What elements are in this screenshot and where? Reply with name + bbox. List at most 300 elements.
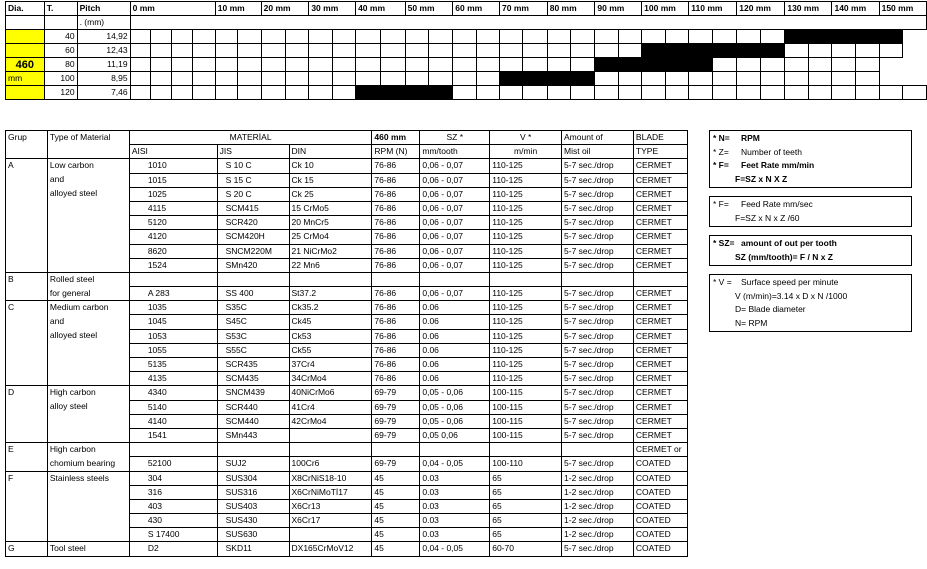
mm-header-0: 0 mm [130, 2, 215, 16]
legend-label: * V = [713, 277, 732, 287]
pitch-table [5, 1, 927, 100]
cell-rpm: 45 [372, 514, 420, 528]
cell-aisi: 1541 [129, 428, 217, 442]
cell-aisi: 4120 [129, 230, 217, 244]
cell-type [47, 528, 129, 542]
cell-blade: CERMET [633, 428, 687, 442]
cell-type [47, 244, 129, 258]
cell-jis: SCR420 [217, 216, 289, 230]
cell-din [289, 528, 372, 542]
cell-jis: SUS430 [217, 514, 289, 528]
table-row [6, 358, 688, 372]
cell-aisi: 8620 [129, 244, 217, 258]
mm-header-70: 70 mm [500, 2, 548, 16]
cell-jis: SUS403 [217, 499, 289, 513]
cell-mist [562, 443, 634, 457]
legend-text: F=SZ x N x Z /60 [735, 212, 800, 223]
type-header: Type of Material [47, 131, 129, 145]
cell-type: Tool steel [47, 542, 129, 556]
cell-rpm: 76-86 [372, 201, 420, 215]
cell-grup [6, 230, 48, 244]
cell-grup [6, 315, 48, 329]
cell-type: High carbon [47, 386, 129, 400]
table-row [6, 173, 688, 187]
cell-din: X8CrNiS18-10 [289, 471, 372, 485]
cell-blade: CERMET [633, 216, 687, 230]
cell-sz: 0,06 - 0,07 [420, 159, 490, 173]
legend-line [713, 212, 908, 226]
cell-mist: 5-7 sec./drop [562, 358, 634, 372]
cell-type: and [47, 315, 129, 329]
cell-type [47, 343, 129, 357]
cell-type [47, 514, 129, 528]
cell-grup [6, 329, 48, 343]
cell-mist: 5-7 sec./drop [562, 287, 634, 301]
cell-aisi: 304 [129, 471, 217, 485]
cell-mist: 5-7 sec./drop [562, 400, 634, 414]
pitch-t: 80 [44, 58, 77, 72]
legend-text: D= Blade diameter [735, 304, 806, 314]
grup-header: Grup [6, 131, 48, 145]
cell-type [47, 372, 129, 386]
legend-text: N= RPM [735, 317, 768, 328]
table-row [6, 485, 688, 499]
cell-jis: SUJ2 [217, 457, 289, 471]
material-rows [6, 159, 688, 556]
mist-header: Amount of [562, 131, 634, 145]
cell-blade: CERMET or [633, 443, 687, 457]
cell-grup [6, 244, 48, 258]
cell-type [47, 230, 129, 244]
cell-v: 110-125 [490, 244, 562, 258]
table-row [6, 244, 688, 258]
cell-sz: 0,06 - 0,07 [420, 173, 490, 187]
cell-type [47, 485, 129, 499]
cell-type [47, 499, 129, 513]
cell-sz: 0,06 - 0,07 [420, 230, 490, 244]
legend-label: * F= [713, 160, 729, 170]
cell-rpm: 76-86 [372, 258, 420, 272]
cell-mist: 1-2 sec./drop [562, 528, 634, 542]
cell-rpm: 76-86 [372, 372, 420, 386]
mm-header-150: 150 mm [879, 2, 926, 16]
table-row [6, 372, 688, 386]
cell-jis: SCR435 [217, 358, 289, 372]
cell-blade: CERMET [633, 159, 687, 173]
cell-aisi: 4115 [129, 201, 217, 215]
cell-type [47, 358, 129, 372]
mm-header-20: 20 mm [261, 2, 309, 16]
cell-jis: SCR440 [217, 400, 289, 414]
cell-rpm: 76-86 [372, 301, 420, 315]
cell-v: 110-125 [490, 230, 562, 244]
cell-type: Medium carbon [47, 301, 129, 315]
cell-blade: COATED [633, 471, 687, 485]
cell-rpm: 76-86 [372, 230, 420, 244]
cell-sz: 0,04 - 0,05 [420, 457, 490, 471]
cell-mist: 5-7 sec./drop [562, 159, 634, 173]
cell-v: 65 [490, 499, 562, 513]
legend [709, 130, 912, 340]
cell-aisi: 4135 [129, 372, 217, 386]
mm-header-60: 60 mm [453, 2, 500, 16]
cell-sz: 0.06 [420, 301, 490, 315]
cell-jis: S 15 C [217, 173, 289, 187]
cell-aisi: 5120 [129, 216, 217, 230]
cell-din: 34CrMo4 [289, 372, 372, 386]
cell-v: 65 [490, 485, 562, 499]
cell-sz: 0.03 [420, 528, 490, 542]
pitch-row [6, 30, 927, 44]
cell-rpm: 69-79 [372, 428, 420, 442]
mist-header-2: Mist oil [562, 145, 634, 159]
cell-grup [6, 372, 48, 386]
table-row [6, 499, 688, 513]
cell-grup [6, 528, 48, 542]
cell-grup: A [6, 159, 48, 173]
cell-v: 100-115 [490, 414, 562, 428]
cell-din: X6CrNiMoTİ17 [289, 485, 372, 499]
cell-sz: 0,06 - 0,07 [420, 216, 490, 230]
cell-rpm: 76-86 [372, 244, 420, 258]
cell-mist: 1-2 sec./drop [562, 485, 634, 499]
cell-sz: 0,06 - 0,07 [420, 187, 490, 201]
cell-v: 110-125 [490, 301, 562, 315]
cell-v: 100-110 [490, 457, 562, 471]
cell-aisi: 1053 [129, 329, 217, 343]
cell-aisi: 4340 [129, 386, 217, 400]
table-row [6, 343, 688, 357]
legend-label: * SZ= [713, 238, 735, 248]
pitch-t: 100 [44, 72, 77, 86]
cell-mist: 5-7 sec./drop [562, 173, 634, 187]
cell-rpm: 76-86 [372, 187, 420, 201]
cell-v: 60-70 [490, 542, 562, 556]
cell-v: 110-125 [490, 201, 562, 215]
pitch-header-row [6, 2, 927, 16]
cell-sz: 0.06 [420, 343, 490, 357]
cell-din: St37.2 [289, 287, 372, 301]
cell-mist: 1-2 sec./drop [562, 471, 634, 485]
cell-mist: 5-7 sec./drop [562, 230, 634, 244]
size-header: 460 mm [372, 131, 420, 145]
cell-jis: SNCM439 [217, 386, 289, 400]
cell-sz: 0,06 - 0,07 [420, 244, 490, 258]
mm-header-140: 140 mm [832, 2, 879, 16]
cell-rpm: 45 [372, 542, 420, 556]
cell-type: Rolled steel [47, 272, 129, 286]
cell-jis: SKD11 [217, 542, 289, 556]
cell-grup: D [6, 386, 48, 400]
cell-mist: 5-7 sec./drop [562, 343, 634, 357]
dia-unit: mm [6, 72, 45, 86]
table-row [6, 528, 688, 542]
cell-grup [6, 358, 48, 372]
legend-label: * Z= [713, 146, 729, 157]
cell-din [289, 428, 372, 442]
cell-jis: SCM440 [217, 414, 289, 428]
cell-jis: SCM420H [217, 230, 289, 244]
mm-header-100: 100 mm [642, 2, 689, 16]
cell-sz: 0.03 [420, 471, 490, 485]
cell-din [289, 443, 372, 457]
cell-aisi: 4140 [129, 414, 217, 428]
cell-v: 65 [490, 471, 562, 485]
cell-aisi [129, 443, 217, 457]
cell-mist: 5-7 sec./drop [562, 428, 634, 442]
cell-din: 15 CrMo5 [289, 201, 372, 215]
legend-text: amount of out per tooth [741, 238, 837, 248]
cell-sz: 0,05 - 0,06 [420, 414, 490, 428]
cell-jis: SMn443 [217, 428, 289, 442]
table-row [6, 428, 688, 442]
cell-v [490, 443, 562, 457]
cell-sz: 0,06 - 0,07 [420, 258, 490, 272]
cell-grup [6, 485, 48, 499]
cell-sz: 0,04 - 0,05 [420, 542, 490, 556]
cell-jis: S35C [217, 301, 289, 315]
cell-grup [6, 414, 48, 428]
cell-mist: 5-7 sec./drop [562, 258, 634, 272]
t-header: T. [44, 2, 77, 16]
cell-mist: 5-7 sec./drop [562, 414, 634, 428]
cell-din: DX165CrMoV12 [289, 542, 372, 556]
cell-din: 37Cr4 [289, 358, 372, 372]
cell-aisi: 403 [129, 499, 217, 513]
legend-line [713, 159, 908, 173]
cell-jis [217, 272, 289, 286]
cell-jis: SCM415 [217, 201, 289, 215]
dia-header: Dia. [6, 2, 45, 16]
cell-grup [6, 287, 48, 301]
cell-blade: COATED [633, 528, 687, 542]
cell-v: 110-125 [490, 258, 562, 272]
cell-sz: 0.03 [420, 485, 490, 499]
mm-header-120: 120 mm [737, 2, 785, 16]
cell-grup: F [6, 471, 48, 485]
cell-v: 110-125 [490, 343, 562, 357]
cell-din: Ck 10 [289, 159, 372, 173]
table-row [6, 542, 688, 556]
cell-aisi: 1524 [129, 258, 217, 272]
legend-line [713, 198, 908, 212]
material-header: MATERİAL [129, 131, 372, 145]
header-row-2 [6, 145, 688, 159]
cell-aisi: 1015 [129, 173, 217, 187]
cell-type: and [47, 173, 129, 187]
cell-blade: CERMET [633, 287, 687, 301]
mm-header-90: 90 mm [595, 2, 642, 16]
cell-rpm: 69-79 [372, 457, 420, 471]
jis-header: JIS [217, 145, 289, 159]
mm-header-30: 30 mm [309, 2, 356, 16]
cell-rpm: 76-86 [372, 159, 420, 173]
cell-rpm: 76-86 [372, 216, 420, 230]
legend-box-speed [709, 274, 912, 332]
cell-blade: CERMET [633, 301, 687, 315]
cell-type: High carbon [47, 443, 129, 457]
cell-grup [6, 428, 48, 442]
cell-din: X6Cr17 [289, 514, 372, 528]
cell-rpm: 45 [372, 528, 420, 542]
cell-rpm: 76-86 [372, 329, 420, 343]
sz-header: SZ * [420, 131, 490, 145]
cell-v: 110-125 [490, 358, 562, 372]
legend-line [713, 303, 908, 317]
cell-blade: CERMET [633, 244, 687, 258]
legend-text: F=SZ x N X Z [735, 173, 788, 184]
cell-mist: 5-7 sec./drop [562, 542, 634, 556]
cell-blade: CERMET [633, 230, 687, 244]
cell-sz: 0.06 [420, 372, 490, 386]
cell-rpm: 45 [372, 499, 420, 513]
cell-rpm: 76-86 [372, 358, 420, 372]
cell-grup [6, 514, 48, 528]
cell-aisi: 5140 [129, 400, 217, 414]
cell-v: 100-115 [490, 386, 562, 400]
cell-din: 20 MnCr5 [289, 216, 372, 230]
legend-box-feed-rate [709, 130, 912, 188]
cell-mist: 5-7 sec./drop [562, 386, 634, 400]
cell-mist: 1-2 sec./drop [562, 514, 634, 528]
cell-grup [6, 400, 48, 414]
cell-jis: S55C [217, 343, 289, 357]
cell-blade: CERMET [633, 315, 687, 329]
cell-aisi: 5135 [129, 358, 217, 372]
legend-box-feed-sec [709, 196, 912, 227]
cell-din [289, 272, 372, 286]
cell-jis: S 20 C [217, 187, 289, 201]
pitch-value: 7,46 [77, 86, 130, 100]
cell-sz: 0,05 0,06 [420, 428, 490, 442]
mm-header-40: 40 mm [356, 2, 406, 16]
cell-aisi: 1010 [129, 159, 217, 173]
pitch-row [6, 58, 927, 72]
cell-rpm: 76-86 [372, 315, 420, 329]
din-header: DIN [289, 145, 372, 159]
cell-mist: 5-7 sec./drop [562, 315, 634, 329]
cell-type [47, 414, 129, 428]
table-row [6, 201, 688, 215]
legend-line [713, 276, 908, 290]
v-header: V * [490, 131, 562, 145]
cell-blade: CERMET [633, 386, 687, 400]
cell-v: 100-115 [490, 428, 562, 442]
cell-rpm: 76-86 [372, 173, 420, 187]
cell-blade: CERMET [633, 358, 687, 372]
cell-grup: C [6, 301, 48, 315]
mm-header-110: 110 mm [689, 2, 737, 16]
mm-header-50: 50 mm [405, 2, 453, 16]
cell-rpm [372, 272, 420, 286]
cell-rpm: 45 [372, 471, 420, 485]
mm-header-10: 10 mm [215, 2, 261, 16]
legend-text: V (m/min)=3.14 x D x N /1000 [735, 290, 848, 301]
cell-v: 110-125 [490, 287, 562, 301]
cell-grup [6, 173, 48, 187]
legend-line [713, 290, 908, 304]
pitch-row [6, 86, 927, 100]
legend-label: * F= [713, 199, 729, 209]
cell-grup [6, 457, 48, 471]
cell-blade: CERMET [633, 187, 687, 201]
sz-unit: mm/tooth [420, 145, 490, 159]
cell-blade: COATED [633, 499, 687, 513]
cell-jis: S 10 C [217, 159, 289, 173]
pitch-value: 8,95 [77, 72, 130, 86]
legend-line [713, 317, 908, 331]
legend-line [713, 237, 908, 251]
v-unit: m/min [490, 145, 562, 159]
cell-blade: CERMET [633, 201, 687, 215]
cell-sz: 0.06 [420, 329, 490, 343]
cell-grup [6, 343, 48, 357]
cell-aisi: 1025 [129, 187, 217, 201]
cell-type: Low carbon [47, 159, 129, 173]
table-row [6, 471, 688, 485]
legend-text: Feed Rate mm/sec [741, 199, 813, 209]
header-row-1 [6, 131, 688, 145]
rpm-header: RPM (N) [372, 145, 420, 159]
cell-sz: 0,06 - 0,07 [420, 201, 490, 215]
cell-rpm: 69-79 [372, 386, 420, 400]
cell-grup [6, 499, 48, 513]
cell-grup: B [6, 272, 48, 286]
cell-blade [633, 272, 687, 286]
cell-blade: COATED [633, 485, 687, 499]
cell-blade: COATED [633, 457, 687, 471]
pitch-t: 120 [44, 86, 77, 100]
cell-v: 65 [490, 528, 562, 542]
cell-jis: SMn420 [217, 258, 289, 272]
cell-blade: COATED [633, 514, 687, 528]
cell-din: Ck45 [289, 315, 372, 329]
cell-aisi: 52100 [129, 457, 217, 471]
pitch-t: 60 [44, 44, 77, 58]
cell-din: 41Cr4 [289, 400, 372, 414]
table-row [6, 287, 688, 301]
cell-sz [420, 272, 490, 286]
pitch-value: 11,19 [77, 58, 130, 72]
cell-mist: 5-7 sec./drop [562, 216, 634, 230]
table-row [6, 386, 688, 400]
cell-aisi: 430 [129, 514, 217, 528]
cell-type: chomium bearing [47, 457, 129, 471]
table-row [6, 315, 688, 329]
cell-v: 100-115 [490, 400, 562, 414]
table-row [6, 258, 688, 272]
cell-sz: 0.03 [420, 499, 490, 513]
pitch-unit-row [6, 16, 927, 30]
blade-header: BLADE [633, 131, 687, 145]
legend-text: Feet Rate mm/min [741, 160, 815, 170]
pitch-t: 40 [44, 30, 77, 44]
blade-header-2: TYPE [633, 145, 687, 159]
table-row [6, 272, 688, 286]
cell-jis: S45C [217, 315, 289, 329]
cell-aisi: 1035 [129, 301, 217, 315]
cell-din: X6Cr13 [289, 499, 372, 513]
cell-grup [6, 216, 48, 230]
cell-v: 110-125 [490, 329, 562, 343]
cell-blade: CERMET [633, 173, 687, 187]
legend-text: Number of teeth [741, 146, 802, 157]
cell-blade: COATED [633, 542, 687, 556]
pitch-value: 14,92 [77, 30, 130, 44]
cell-type: alloy steel [47, 400, 129, 414]
cell-type [47, 258, 129, 272]
cell-v: 110-125 [490, 315, 562, 329]
